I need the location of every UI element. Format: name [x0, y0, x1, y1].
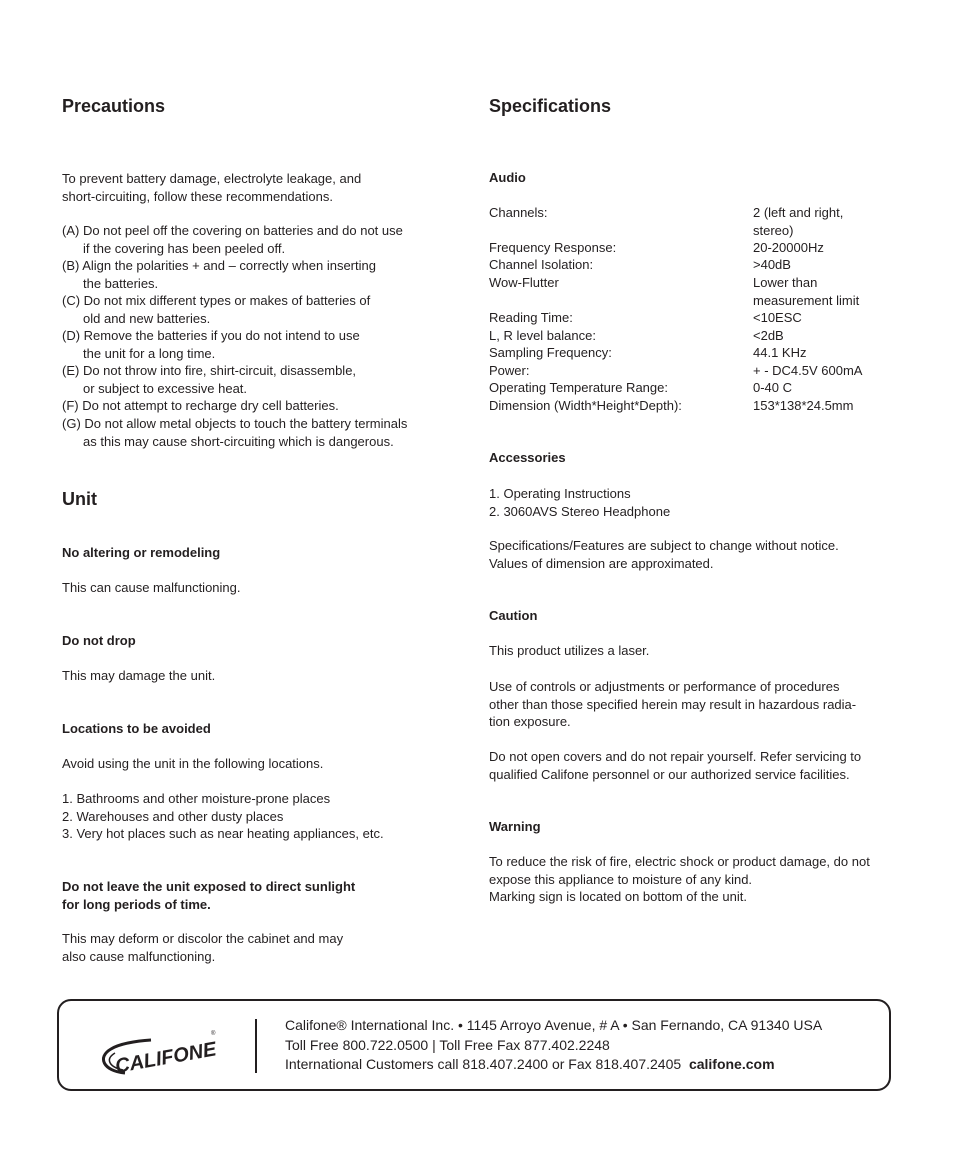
spec-value: 153*138*24.5mm: [753, 398, 854, 413]
footer-divider: [255, 1019, 257, 1073]
unit-title: Unit: [62, 489, 97, 509]
spec-value: >40dB: [753, 257, 791, 272]
footer-line-international: [285, 1055, 822, 1075]
precaution-item-e: (E) Do not throw into fire, shirt-circuit, disassemble, or subject to excessive heat.: [62, 363, 357, 396]
caution-text-3: Do not open covers and do not repair yourself. Refer servicing to qualified Califone personnel or our authorized service facilities.: [489, 749, 862, 782]
svg-text:®: ®: [211, 1031, 216, 1037]
spec-value: <2dB: [753, 328, 784, 343]
specifications-title: Specifications: [489, 96, 612, 116]
accessories-heading: Accessories: [489, 450, 566, 465]
spec-label: Reading Time:: [489, 310, 573, 325]
precaution-item-d: (D) Remove the batteries if you do not intend to use the unit for a long time.: [62, 328, 360, 361]
precaution-item-c: (C) Do not mix different types or makes of batteries of old and new batteries.: [62, 293, 371, 326]
spec-value: + - DC4.5V 600mA: [753, 363, 863, 378]
spec-value: 44.1 KHz: [753, 345, 807, 360]
spec-label: L, R level balance:: [489, 328, 596, 343]
precaution-item-a: (A) Do not peel off the covering on batteries and do not use if the covering has been peeled off.: [62, 223, 403, 256]
unit-heading-altering: No altering or remodeling: [62, 545, 221, 560]
unit-heading-sunlight: Do not leave the unit exposed to direct sunlight for long periods of time.: [62, 879, 356, 912]
spec-label: Frequency Response:: [489, 240, 617, 255]
spec-value: 20-20000Hz: [753, 240, 824, 255]
spec-value: Lower than measurement limit: [753, 275, 860, 308]
unit-body-sunlight: This may deform or discolor the cabinet and may also cause malfunctioning.: [62, 931, 344, 964]
footer-line-address: Califone® International Inc. • 1145 Arroyo Avenue, # A • San Fernando, CA 91340 USA: [285, 1017, 823, 1033]
footer-international-text: International Customers call 818.407.2400 or Fax 818.407.2405: [285, 1056, 682, 1072]
spec-label: Dimension (Width*Height*Depth):: [489, 398, 682, 413]
califone-logo: [95, 1021, 225, 1081]
unit-body-drop: This may damage the unit.: [62, 668, 216, 683]
website-link[interactable]: califone.com: [688, 1056, 775, 1072]
warning-heading: Warning: [489, 819, 541, 834]
warning-text: To reduce the risk of fire, electric shock or product damage, do not expose this appliance to moisture of any kind. Marking sign is located on bottom of the unit.: [489, 854, 870, 904]
spec-label: Channel Isolation:: [489, 257, 594, 272]
spec-label: Operating Temperature Range:: [489, 380, 668, 395]
spec-value: 0-40 C: [753, 380, 793, 395]
unit-body-altering: This can cause malfunctioning.: [62, 580, 241, 595]
precaution-item-f: (F) Do not attempt to recharge dry cell batteries.: [62, 398, 339, 413]
precautions-title: Precautions: [62, 96, 166, 116]
precaution-item-g: (G) Do not allow metal objects to touch the battery terminals as this may cause short-circuiting which is dangerous.: [62, 416, 408, 449]
caution-text-1: This product utilizes a laser.: [489, 643, 650, 658]
precaution-item-b: (B) Align the polarities + and – correctly when inserting the batteries.: [62, 258, 376, 291]
caution-text-2: Use of controls or adjustments or performance of procedures other than those specified herein may result in hazardous radia- tion exposure.: [489, 679, 857, 729]
accessories-list: 1. Operating Instructions 2. 3060AVS Stereo Headphone: [489, 486, 671, 519]
unit-body-locations: Avoid using the unit in the following locations.: [62, 756, 324, 771]
unit-heading-drop: Do not drop: [62, 633, 136, 648]
spec-value: 2 (left and right, stereo): [753, 205, 844, 238]
precautions-intro: To prevent battery damage, electrolyte leakage, and short-circuiting, follow these recommendations.: [62, 171, 362, 204]
spec-label: Channels:: [489, 205, 548, 220]
specifications-notice: Specifications/Features are subject to change without notice. Values of dimension are approximated.: [489, 538, 839, 571]
audio-heading: Audio: [489, 170, 526, 185]
logo-wordmark: CALIFONE: [113, 1038, 219, 1078]
caution-heading: Caution: [489, 608, 538, 623]
spec-label: Sampling Frequency:: [489, 345, 612, 360]
spec-label: Power:: [489, 363, 530, 378]
spec-value: <10ESC: [753, 310, 802, 325]
footer-line-tollfree: Toll Free 800.722.0500 | Toll Free Fax 877.402.2248: [285, 1036, 610, 1053]
footer-box: [57, 999, 891, 1091]
unit-heading-locations: Locations to be avoided: [62, 721, 211, 736]
unit-list-locations: 1. Bathrooms and other moisture-prone places 2. Warehouses and other dusty places 3. Very hot places such as near heating appliances, etc.: [62, 791, 384, 841]
califone-logo-icon: [95, 1021, 225, 1081]
spec-label: Wow-Flutter: [489, 275, 559, 290]
footer-contact: [285, 1016, 822, 1075]
